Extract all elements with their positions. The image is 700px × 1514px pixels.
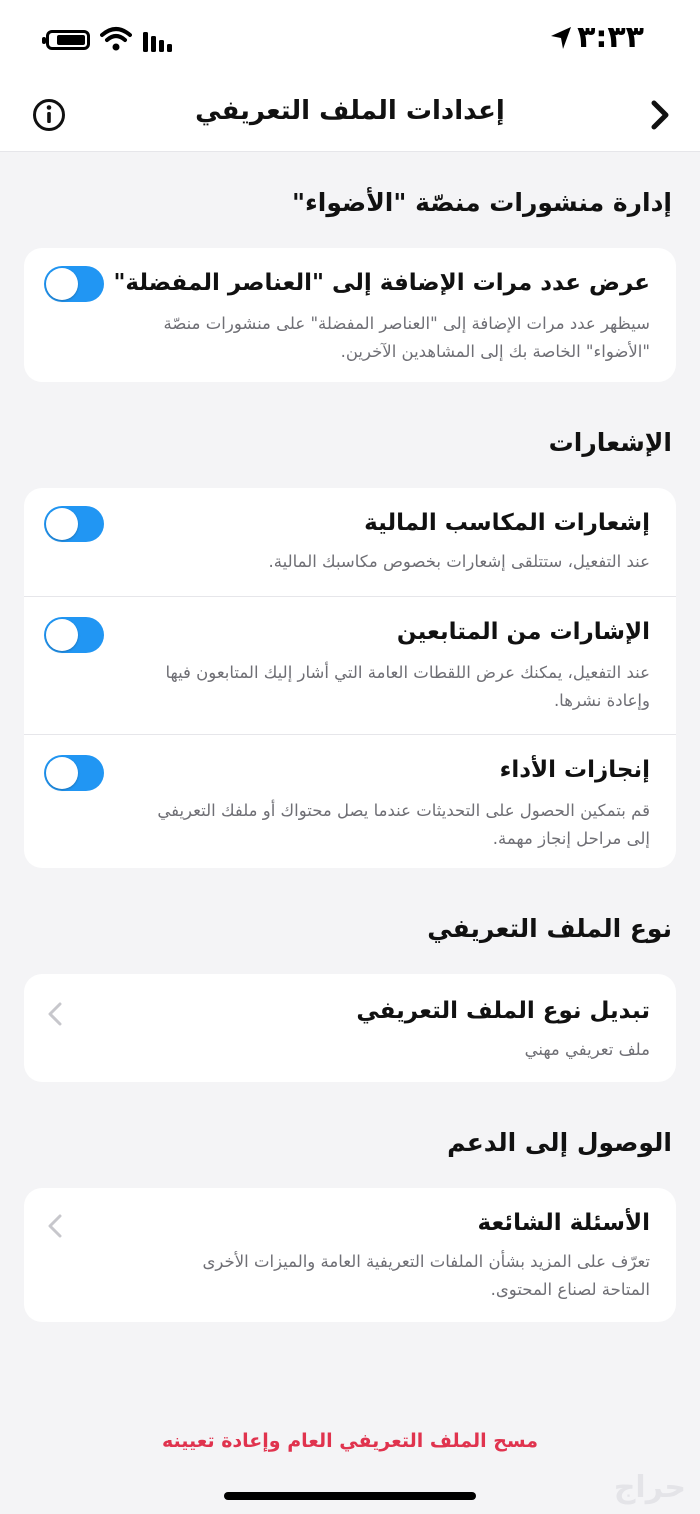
card-profile-type (24, 974, 676, 1082)
row-description: عند التفعيل، ستتلقى إشعارات بخصوص مكاسبك المالية. (268, 552, 650, 571)
settings-row (24, 734, 676, 868)
row-description: عند التفعيل، يمكنك عرض اللقطات العامة التي أشار إليك المتابعون فيها وإعادة نشرها. (165, 663, 650, 710)
location-arrow-icon (550, 26, 572, 50)
settings-row (24, 488, 676, 596)
switch-profile-type-row[interactable] (24, 974, 676, 1082)
chevron-left-icon (48, 1002, 62, 1026)
status-bar (0, 0, 700, 80)
row-title: تبديل نوع الملف التعريفي (356, 998, 650, 1024)
faq-row[interactable] (24, 1188, 676, 1322)
row-description: ملف تعريفي مهني (524, 1040, 650, 1059)
status-time: ٣:٣٣ (577, 20, 644, 55)
toggle-knob (46, 757, 78, 789)
settings-row (24, 248, 676, 382)
toggle-follower-mentions[interactable] (44, 617, 104, 653)
row-description: سيظهر عدد مرات الإضافة إلى "العناصر المفضلة" على منشورات منصّة "الأضواء" الخاصة بك إلى المشاهدين الآخرين. (163, 314, 650, 361)
section-title-support: الوصول إلى الدعم (447, 1128, 672, 1157)
watermark-logo: حراج (613, 1470, 686, 1505)
wifi-icon (100, 26, 132, 52)
row-title: إنجازات الأداء (499, 757, 650, 783)
reset-profile-link[interactable]: مسح الملف التعريفي العام وإعادة تعيينه (161, 1430, 539, 1452)
row-title: الإشارات من المتابعين (396, 619, 650, 645)
home-indicator (224, 1492, 476, 1500)
toggle-favorites-count[interactable] (44, 266, 104, 302)
toggle-earnings-notifications[interactable] (44, 506, 104, 542)
section-title-profile-type: نوع الملف التعريفي (427, 914, 672, 943)
section-title-spotlight: إدارة منشورات منصّة "الأضواء" (291, 188, 672, 217)
chevron-left-icon (48, 1214, 62, 1238)
row-title: الأسئلة الشائعة (477, 1210, 650, 1236)
toggle-knob (46, 508, 78, 540)
back-chevron-icon[interactable] (648, 98, 672, 132)
row-description: تعرّف على المزيد بشأن الملفات التعريفية العامة والميزات الأخرى المتاحة لصناع المحتوى. (202, 1252, 650, 1299)
toggle-knob (46, 268, 78, 300)
toggle-performance-milestones[interactable] (44, 755, 104, 791)
signal-icon (142, 28, 174, 52)
row-title: عرض عدد مرات الإضافة إلى "العناصر المفضلة" (113, 270, 650, 296)
card-notifications (24, 488, 676, 868)
row-title: إشعارات المكاسب المالية (364, 510, 650, 536)
settings-row (24, 596, 676, 734)
section-title-notifications: الإشعارات (548, 428, 672, 457)
battery-icon (46, 30, 90, 50)
toggle-knob (46, 619, 78, 651)
card-support (24, 1188, 676, 1322)
row-description: قم بتمكين الحصول على التحديثات عندما يصل محتواك أو ملفك التعريفي إلى مراحل إنجاز مهمة. (157, 801, 650, 848)
card-spotlight (24, 248, 676, 382)
page-title: إعدادات الملف التعريفي (195, 96, 505, 126)
nav-bar (0, 80, 700, 152)
